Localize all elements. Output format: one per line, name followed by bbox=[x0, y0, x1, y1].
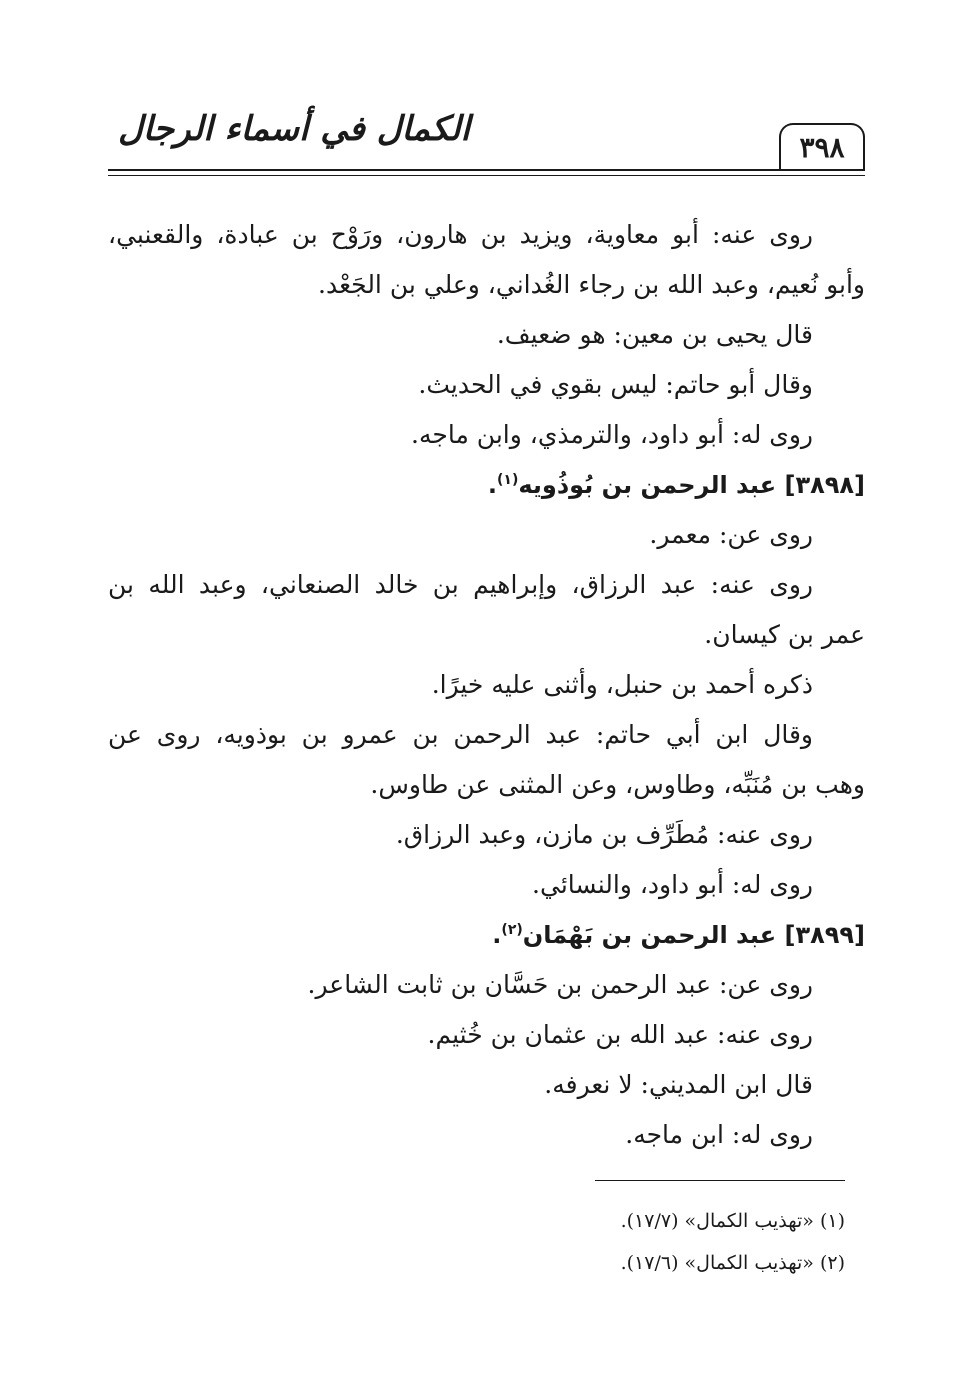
text-line: روى عنه: مُطَرِّف بن مازن، وعبد الرزاق. bbox=[395, 820, 813, 849]
text-line: قال ابن المديني: لا نعرفه. bbox=[544, 1070, 813, 1099]
text-line: ذكره أحمد بن حنبل، وأثنى عليه خيرًا. bbox=[431, 670, 813, 699]
text-line: روى له: ابن ماجه. bbox=[625, 1120, 813, 1149]
page-header bbox=[108, 105, 865, 183]
text-line: روى عنه: عبد الرزاق، وإبراهيم بن خالد الصنعاني، وعبد الله بن bbox=[108, 570, 813, 599]
main-text bbox=[108, 210, 865, 1160]
footnote-separator bbox=[595, 1180, 845, 1181]
footnote: (١) «تهذيب الكمال» (١٧/٧). bbox=[620, 1210, 845, 1232]
text-line: روى له: أبو داود، والنسائي. bbox=[532, 870, 813, 899]
entry-heading: [٣٨٩٩] عبد الرحمن بن بَهْمَان$^{(٢)}$. bbox=[492, 921, 865, 949]
text-line: روى عن: عبد الرحمن بن حَسَّان بن ثابت الشاعر. bbox=[307, 970, 813, 999]
footnote-ref[interactable]: (٢) bbox=[501, 922, 523, 938]
book-title: الكمال في أسماء الرجال bbox=[118, 109, 470, 149]
header-rule bbox=[108, 169, 865, 171]
entry-heading-text: [٣٨٩٨] عبد الرحمن بن بُوذُويه bbox=[518, 471, 865, 499]
entry-heading-text: [٣٨٩٩] عبد الرحمن بن بَهْمَان bbox=[522, 921, 865, 949]
text-line: روى عن: معمر. bbox=[649, 520, 813, 549]
footnote: (٢) «تهذيب الكمال» (١٧/٦). bbox=[620, 1252, 845, 1274]
text-line: وقال أبو حاتم: ليس بقوي في الحديث. bbox=[418, 370, 813, 399]
text-line: وقال ابن أبي حاتم: عبد الرحمن بن عمرو بن بوذويه، روى عن bbox=[108, 720, 813, 749]
text-line: وأبو نُعيم، وعبد الله بن رجاء الغُداني، وعلي بن الجَعْد. bbox=[318, 270, 865, 299]
entry-heading: [٣٨٩٨] عبد الرحمن بن بُوذُويه$^{(١)}$. bbox=[487, 471, 865, 499]
text-line: روى له: أبو داود، والترمذي، وابن ماجه. bbox=[411, 420, 813, 449]
footnotes bbox=[345, 1200, 845, 1284]
page-number: ٣٩٨ bbox=[779, 123, 865, 169]
footnote-ref[interactable]: (١) bbox=[497, 472, 519, 488]
text-line: عمر بن كيسان. bbox=[704, 620, 865, 649]
text-line: روى عنه: عبد الله بن عثمان بن خُثيم. bbox=[427, 1020, 813, 1049]
text-line: روى عنه: أبو معاوية، ويزيد بن هارون، ورَوْح بن عبادة، والقعنبي، bbox=[108, 220, 813, 249]
header-rule-thin bbox=[108, 175, 865, 176]
text-line: قال يحيى بن معين: هو ضعيف. bbox=[496, 320, 813, 349]
text-line: وهب بن مُنَبِّه، وطاوس، وعن المثنى عن طاوس. bbox=[370, 770, 865, 799]
